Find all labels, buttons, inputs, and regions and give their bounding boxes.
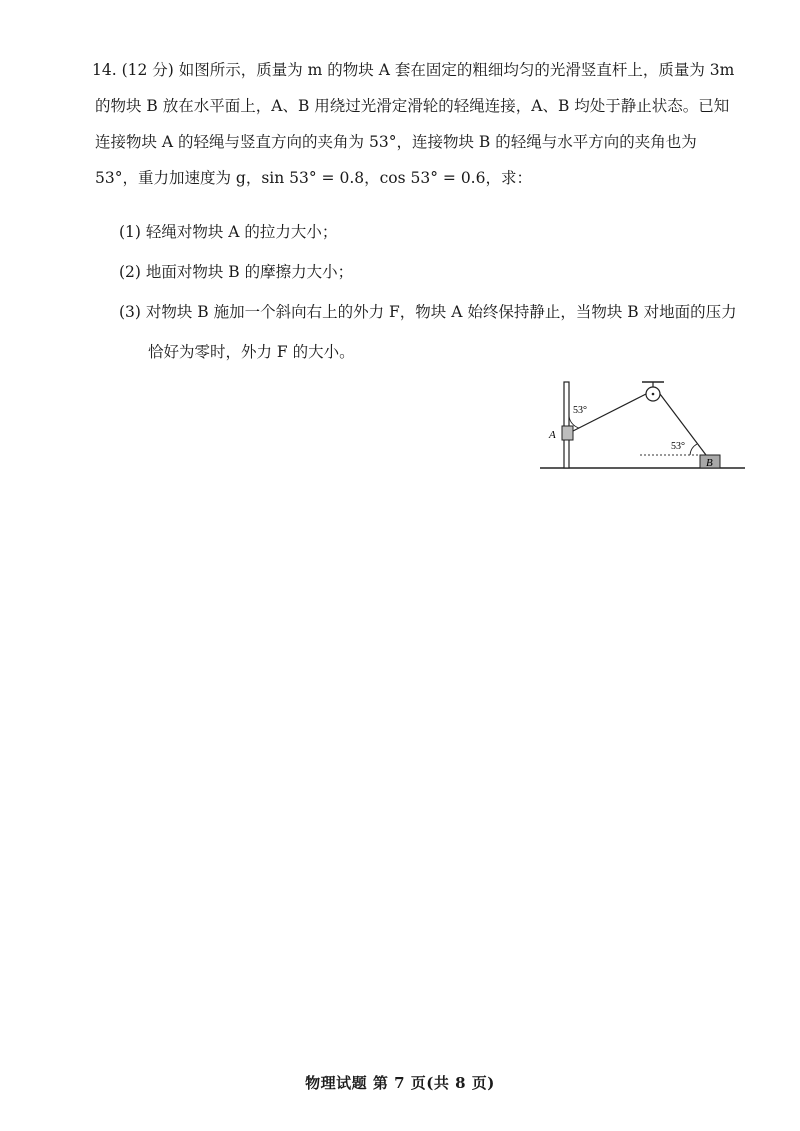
label-a: A — [549, 429, 556, 441]
question-line-4: 53°，重力加速度为 g，sin 53° = 0.8，cos 53° = 0.6，求： — [95, 169, 532, 187]
sub-question-3-line-2: 恰好为零时，外力 F 的大小。 — [148, 343, 355, 361]
angle-label-b: 53° — [671, 441, 685, 452]
block-a — [562, 426, 573, 440]
question-line-1: 14. (12 分) 如图所示，质量为 m 的物块 A 套在固定的粗细均匀的光滑竖直杆上，质量为 3m — [92, 61, 735, 79]
label-b: B — [706, 457, 713, 469]
vertical-rod — [564, 382, 569, 468]
pulley-axle — [652, 393, 655, 396]
question-line-3: 连接物块 A 的轻绳与竖直方向的夹角为 53°，连接物块 B 的轻绳与水平方向的夹角也为 — [95, 133, 697, 151]
physics-diagram — [540, 378, 750, 478]
angle-label-a: 53° — [573, 405, 587, 416]
sub-question-2: (2) 地面对物块 B 的摩擦力大小； — [119, 263, 354, 281]
sub-question-1: (1) 轻绳对物块 A 的拉力大小； — [119, 223, 338, 241]
angle-arc-b — [690, 444, 697, 455]
question-line-2: 的物块 B 放在水平面上，A、B 用绕过光滑定滑轮的轻绳连接，A、B 均处于静止状态。已知 — [95, 97, 730, 115]
page-footer: 物理试题 第 7 页(共 8 页) — [305, 1074, 495, 1092]
sub-question-3-line-1: (3) 对物块 B 施加一个斜向右上的外力 F，物块 A 始终保持静止，当物块 B 对地面的压力 — [119, 303, 737, 321]
